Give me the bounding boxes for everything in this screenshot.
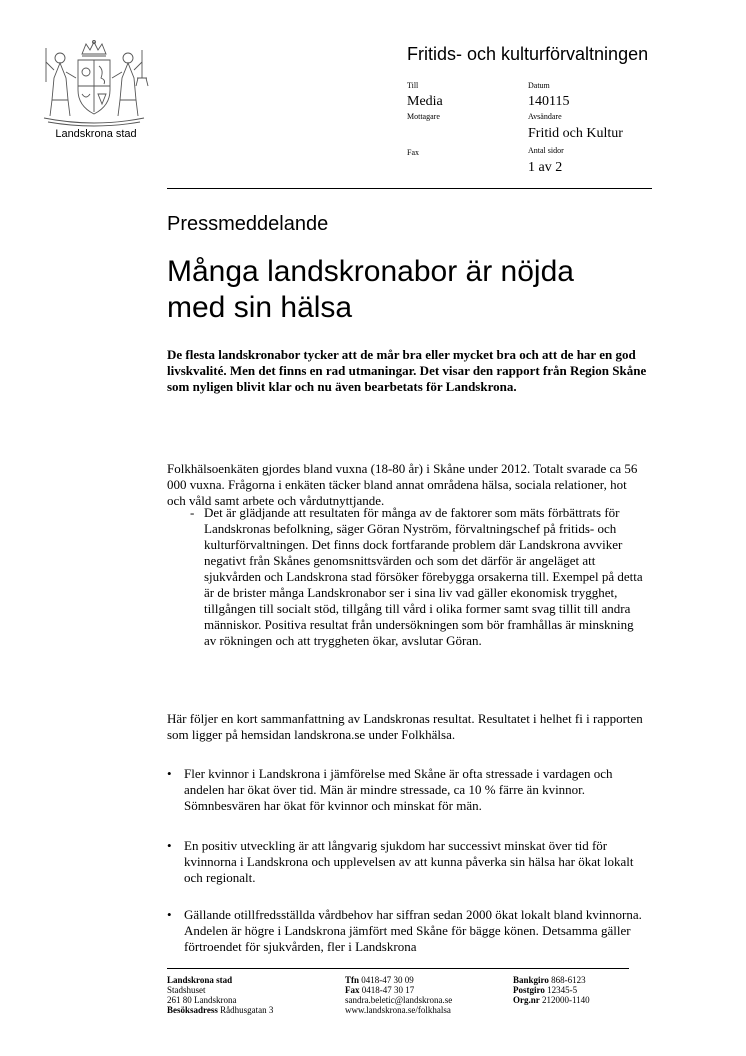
- footer-tfn-label: Tfn: [345, 975, 360, 985]
- coat-of-arms-icon: [38, 38, 150, 130]
- bullet-symbol: •: [167, 766, 172, 781]
- bullet-symbol: •: [167, 907, 172, 922]
- footer-divider: [167, 968, 629, 969]
- document-type-heading: Pressmeddelande: [167, 213, 329, 235]
- footer-email-link[interactable]: sandra.beletic@landskrona.se: [345, 995, 453, 1005]
- footer-web-link[interactable]: www.landskrona.se/folkhalsa: [345, 1005, 451, 1015]
- footer-fax-value: 0418-47 30 17: [361, 985, 415, 995]
- mottagare-label: Mottagare: [407, 112, 440, 121]
- fax-label: Fax: [407, 148, 419, 157]
- bullet-symbol: •: [167, 838, 172, 853]
- footer-contact: [345, 975, 452, 1015]
- quote-dash: -: [190, 505, 195, 520]
- datum-value: 140115: [528, 94, 570, 109]
- footer-visit-label: Besöksadress: [167, 1005, 218, 1015]
- footer-orgnr-label: Org.nr: [513, 995, 540, 1005]
- footer-visit-value: Rådhusgatan 3: [220, 1005, 274, 1015]
- footer-address-line: 261 80 Landskrona: [167, 995, 237, 1005]
- footer-orgnr-value: 212000-1140: [542, 995, 590, 1005]
- lead-paragraph: De flesta landskronabor tycker att de mår bra eller mycket bra och att de har en god livskvalité. Men det finns en rad utmaningar. Det visar den rapport från Region Skåne som nyligen blivit klar och nu även bearbetats för Landskrona.: [167, 347, 647, 394]
- avsandare-value: Fritid och Kultur: [528, 126, 623, 141]
- till-label: Till: [407, 81, 419, 90]
- footer-address-line: Stadshuset: [167, 985, 206, 995]
- footer-org-name: Landskrona stad: [167, 975, 233, 985]
- footer-postgiro-value: 12345-5: [547, 985, 578, 995]
- footer-tfn-value: 0418-47 30 09: [361, 975, 414, 985]
- bullet-item: Gällande otillfredsställda vårdbehov har siffran sedan 2000 ökat lokalt bland kvinnorna. Andelen är högre i Landskrona jämfört med Skåne för bägge könen. Detsamma gäller förtroendet för sjukvården, fler i Landskrona: [184, 907, 642, 954]
- avsandare-label: Avsändare: [528, 112, 562, 121]
- footer-bankgiro-value: 868-6123: [551, 975, 586, 985]
- till-value: Media: [407, 94, 443, 109]
- quote-paragraph: Det är glädjande att resultaten för många av de faktorer som mäts förbättrats för Landskronas befolkning, säger Göran Nyström, förvaltningschef på fritids- och kulturförvaltningen. Det finns dock fortfarande problem där Landskrona avviker negativt från Skånes genomsnittsvärden och som det därför är angeläget att sjukvården och Landskrona stad försöker förebygga orsakerna till. Exempel på detta är de brister många Landskronabor ser i sina liv vad gäller ekonomisk trygghet, tillgången till socialt stöd, tillgång till vård i olika former samt svag tillit till andra människor. Positiva resultat från undersökningen som bör framhållas är minskning av rökningen och att tryggheten ökar, avslutar Göran.: [204, 505, 643, 648]
- antal-sidor-value: 1 av 2: [528, 160, 563, 175]
- header-divider: [167, 188, 652, 189]
- antal-sidor-label: Antal sidor: [528, 146, 564, 155]
- bullet-item: En positiv utveckling är att långvarig sjukdom har successivt minskat över tid för kvinnorna i Landskrona och upplevelsen av att kunna påverka sin hälsa har ökat lokalt och regionalt.: [184, 838, 634, 885]
- datum-label: Datum: [528, 81, 550, 90]
- bullet-item: Fler kvinnor i Landskrona i jämförelse med Skåne är ofta stressade i vardagen och andelen har ökat över tid. Män är mindre stressade, ca 10 % färre än kvinnor. Sömnbesvären har ökat för kvinnor och minskat för män.: [184, 766, 613, 813]
- footer-bank: [513, 975, 590, 1005]
- logo-city-name: Landskrona stad: [55, 128, 137, 140]
- footer-bankgiro-label: Bankgiro: [513, 975, 549, 985]
- footer-fax-label: Fax: [345, 985, 360, 995]
- department-name: Fritids- och kulturförvaltningen: [407, 44, 649, 64]
- headline: Många landskronabor är nöjda med sin hälsa: [167, 255, 574, 324]
- footer-address: [167, 975, 273, 1015]
- footer-postgiro-label: Postgiro: [513, 985, 545, 995]
- body-paragraph-2: Här följer en kort sammanfattning av Landskronas resultat. Resultatet i helhet fi i rapporten som ligger på hemsidan landskrona.se under Folkhälsa.: [167, 711, 643, 742]
- body-paragraph-1: Folkhälsoenkäten gjordes bland vuxna (18-80 år) i Skåne under 2012. Totalt svarade ca 56 000 vuxna. Frågorna i enkäten täcker bland annat områdena hälsa, sociala relationer, hot och våld samt arbete och vårdutnyttjande.: [167, 461, 638, 508]
